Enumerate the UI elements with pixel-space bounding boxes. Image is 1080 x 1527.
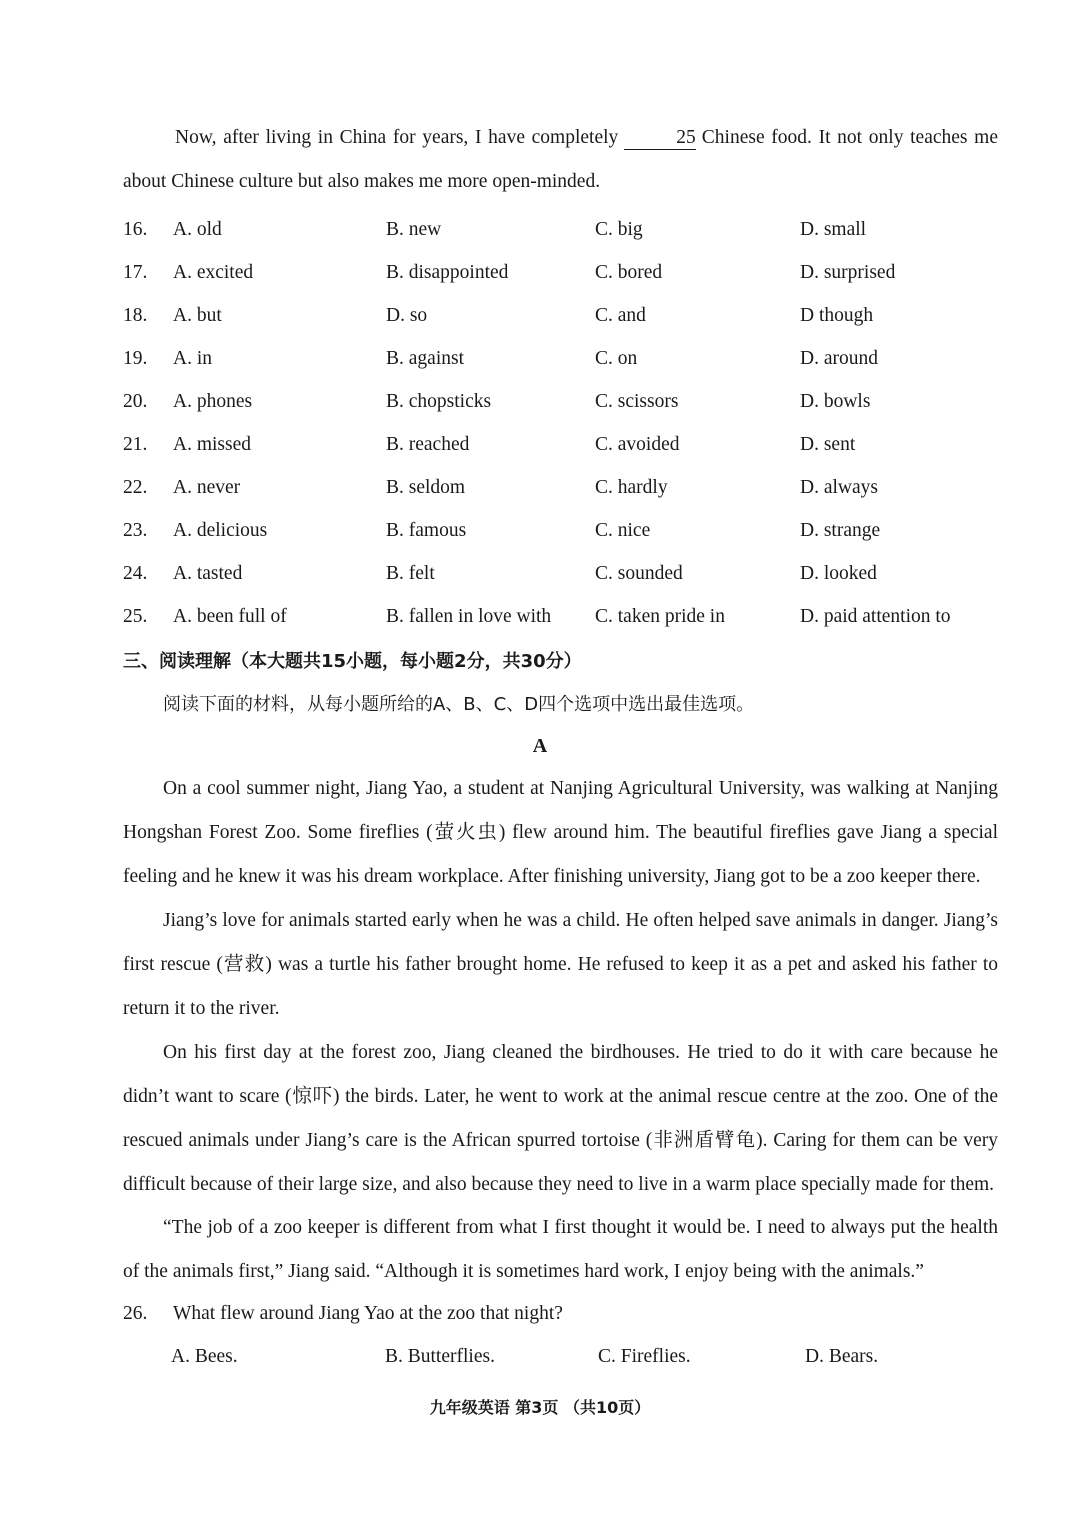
option-a: A. been full of (173, 606, 287, 627)
option-c: C. nice (595, 520, 651, 541)
option-a: A. but (173, 305, 222, 326)
option-b: B. reached (386, 434, 470, 455)
question-number: 25. (123, 606, 148, 627)
option-a: A. old (173, 219, 222, 240)
option-a: A. tasted (173, 563, 243, 584)
option-c: C. Fireflies. (598, 1346, 691, 1367)
passage-paragraph-3: On his first day at the forest zoo, Jiang cleaned the birdhouses. He tried to do it with care because he didn’t want to scare (惊吓) the birds. Later, he went to work at the animal rescue centre at the zoo. One of the rescued animals under Jiang’s care is the African spurred tortoise (非洲盾臂龟). Caring for them can be very difficult because of their large size, and also because they need to live in a warm place specially made for them. (123, 1042, 998, 1195)
passage-closing-paragraph (123, 116, 998, 204)
question-26-stem (123, 1303, 1003, 1333)
option-b: D. so (386, 305, 428, 326)
cloze-question-23 (123, 520, 1003, 550)
option-c: C. scissors (595, 391, 679, 412)
question-number: 17. (123, 262, 148, 283)
question-number: 26. (123, 1303, 148, 1324)
cloze-question-22 (123, 477, 1003, 507)
option-d: D though (800, 305, 874, 326)
option-a: A. phones (173, 391, 253, 412)
option-b: B. felt (386, 563, 435, 584)
cloze-question-19 (123, 348, 1003, 378)
question-number: 22. (123, 477, 148, 498)
question-number: 16. (123, 219, 148, 240)
option-a: A. excited (173, 262, 254, 283)
option-c: C. hardly (595, 477, 668, 498)
option-d: D. Bears. (805, 1346, 879, 1367)
option-c: C. on (595, 348, 638, 369)
option-b: B. disappointed (386, 262, 509, 283)
option-c: C. big (595, 219, 643, 240)
option-d: D. around (800, 348, 878, 369)
cloze-question-20 (123, 391, 1003, 421)
option-b: B. against (386, 348, 464, 369)
option-c: C. taken pride in (595, 606, 725, 627)
passage-paragraph-2: Jiang’s love for animals started early when he was a child. He often helped save animals in danger. Jiang’s first rescue (营救) was a turtle his father brought home. He refused to keep it as a pet and asked his father to return it to the river. (123, 910, 998, 1019)
cloze-question-16 (123, 219, 1003, 249)
option-d: D. surprised (800, 262, 896, 283)
option-b: B. new (386, 219, 442, 240)
option-b: B. fallen in love with (386, 606, 552, 627)
passage-label: A (532, 735, 548, 757)
cloze-question-24 (123, 563, 1003, 593)
option-b: B. seldom (386, 477, 466, 498)
passage-paragraph-4: “The job of a zoo keeper is different from what I first thought it would be. I need to always put the health of the animals first,” Jiang said. “Although it is sometimes hard work, I enjoy being with the animals.” (123, 1217, 998, 1282)
cloze-question-21 (123, 434, 1003, 464)
option-c: C. and (595, 305, 646, 326)
question-number: 21. (123, 434, 148, 455)
option-d: D. small (800, 219, 867, 240)
question-number: 20. (123, 391, 148, 412)
question-26-options (123, 1346, 1003, 1376)
option-d: D. bowls (800, 391, 871, 412)
option-a: A. in (173, 348, 212, 369)
option-d: D. paid attention to (800, 606, 951, 627)
blank-25: 25 (624, 127, 696, 150)
cloze-question-25 (123, 606, 1003, 636)
option-b: B. famous (386, 520, 467, 541)
passage-paragraph-1: On a cool summer night, Jiang Yao, a student at Nanjing Agricultural University, was walking at Nanjing Hongshan Forest Zoo. Some fireflies (萤火虫) flew around him. The beautiful fireflies gave Jiang a special feeling and he knew it was his dream workplace. After finishing university, Jiang got to be a zoo keeper there. (123, 778, 998, 887)
passage-closing-text-before: Now, after living in China for years, I have completely (175, 127, 619, 148)
option-a: A. delicious (173, 520, 268, 541)
question-text: What flew around Jiang Yao at the zoo that night? (173, 1303, 563, 1324)
option-a: A. never (173, 477, 241, 498)
section-heading: 三、阅读理解（本大题共15小题，每小题2分，共30分） (123, 651, 582, 672)
question-number: 19. (123, 348, 148, 369)
option-c: C. sounded (595, 563, 683, 584)
option-b: B. Butterflies. (385, 1346, 495, 1367)
question-number: 23. (123, 520, 148, 541)
option-a: A. Bees. (171, 1346, 238, 1367)
option-b: B. chopsticks (386, 391, 492, 412)
cloze-question-18 (123, 305, 1003, 335)
option-d: D. looked (800, 563, 877, 584)
page-footer: 九年级英语 第3页 （共10页） (429, 1398, 651, 1417)
passage-closing-text-after: Chinese food. It not only teaches me about Chinese culture but also makes me more open-minded. (123, 127, 999, 192)
option-c: C. avoided (595, 434, 680, 455)
question-number: 18. (123, 305, 148, 326)
option-d: D. strange (800, 520, 881, 541)
option-c: C. bored (595, 262, 663, 283)
option-a: A. missed (173, 434, 251, 455)
section-instruction: 阅读下面的材料，从每小题所给的A、B、C、D四个选项中选出最佳选项。 (163, 694, 755, 715)
question-number: 24. (123, 563, 148, 584)
option-d: D. sent (800, 434, 856, 455)
option-d: D. always (800, 477, 878, 498)
cloze-question-17 (123, 262, 1003, 292)
